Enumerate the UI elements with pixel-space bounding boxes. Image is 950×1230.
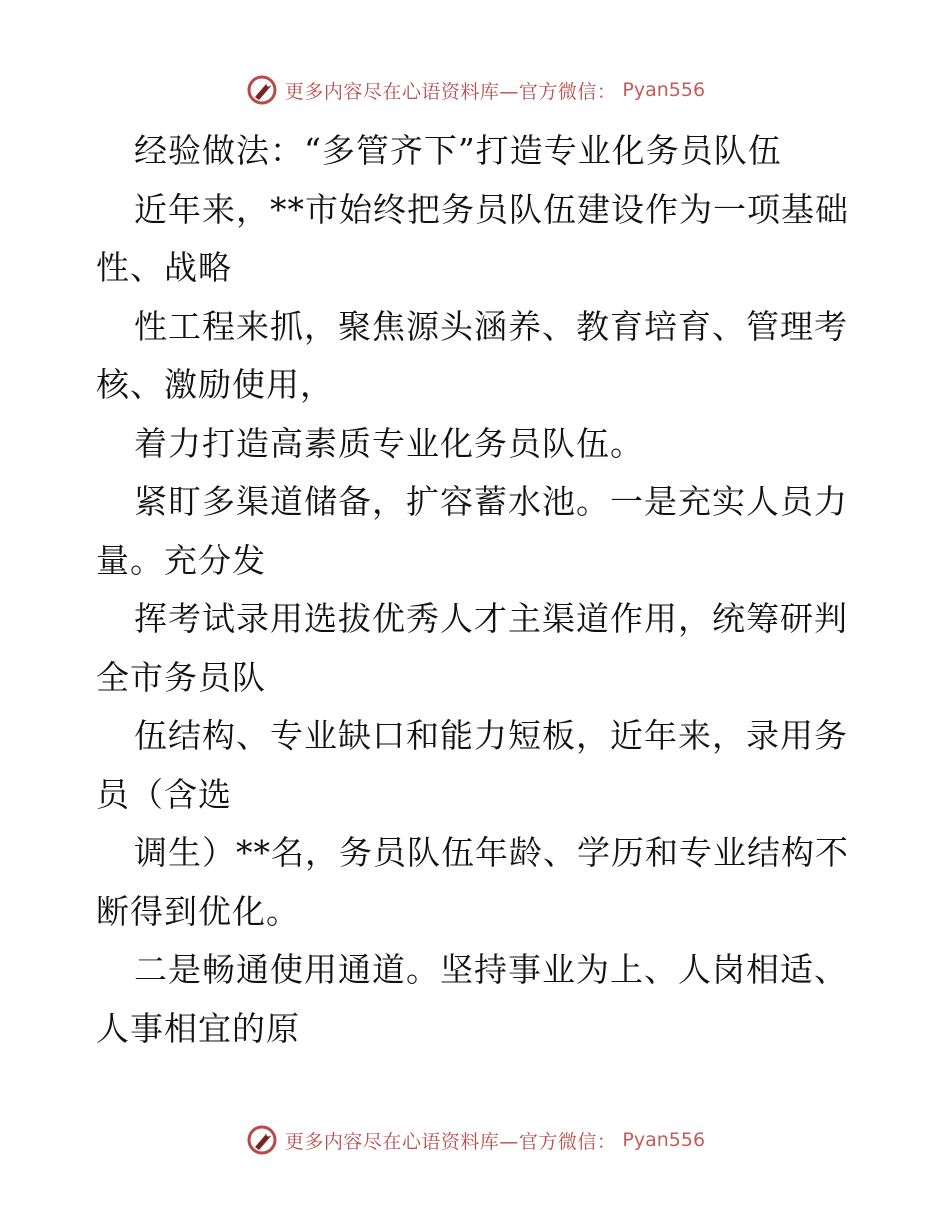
watermark-text: 更多内容尽在心语资料库—官方微信： [284, 1130, 617, 1153]
text-line: 紧盯多渠道储备，扩容蓄水池。一是充实人员力 [134, 482, 848, 521]
text-line: 核、激励使用， [96, 365, 334, 404]
text-line: 量。充分发 [96, 540, 266, 580]
footer-watermark [0, 1120, 950, 1160]
header-watermark [0, 70, 950, 110]
text-line: 二是畅通使用通道。坚持事业为上、人岗相适、 [134, 950, 848, 989]
text-line: 近年来，**市始终把务员队伍建设作为一项基础 [134, 189, 849, 229]
text-line: 挥考试录用选拔优秀人才主渠道作用，统筹研判 [134, 599, 848, 638]
watermark-contact: Pyan556 [622, 79, 706, 101]
text-line: 伍结构、专业缺口和能力短板，近年来，录用务 [134, 716, 848, 755]
document-body [96, 122, 856, 1058]
watermark-contact: Pyan556 [622, 1129, 706, 1151]
text-line: 人事相宜的原 [96, 1008, 300, 1048]
text-line: 全市务员队 [96, 657, 266, 697]
text-line: 断得到优化。 [96, 891, 300, 931]
text-line: 调生）**名，务员队伍年龄、学历和专业结构不 [134, 833, 849, 872]
pen-nib-seal-icon [245, 1123, 279, 1157]
text-line: 员（含选 [96, 774, 232, 814]
text-line: 经验做法：“多管齐下”打造专业化务员队伍 [134, 131, 782, 170]
text-line: 性工程来抓，聚焦源头涵养、教育培育、管理考 [134, 306, 848, 346]
watermark-text: 更多内容尽在心语资料库—官方微信： [284, 80, 617, 103]
text-line: 着力打造高素质专业化务员队伍。 [134, 423, 644, 463]
pen-nib-seal-icon [245, 73, 279, 107]
text-line: 性、战略 [96, 248, 232, 287]
